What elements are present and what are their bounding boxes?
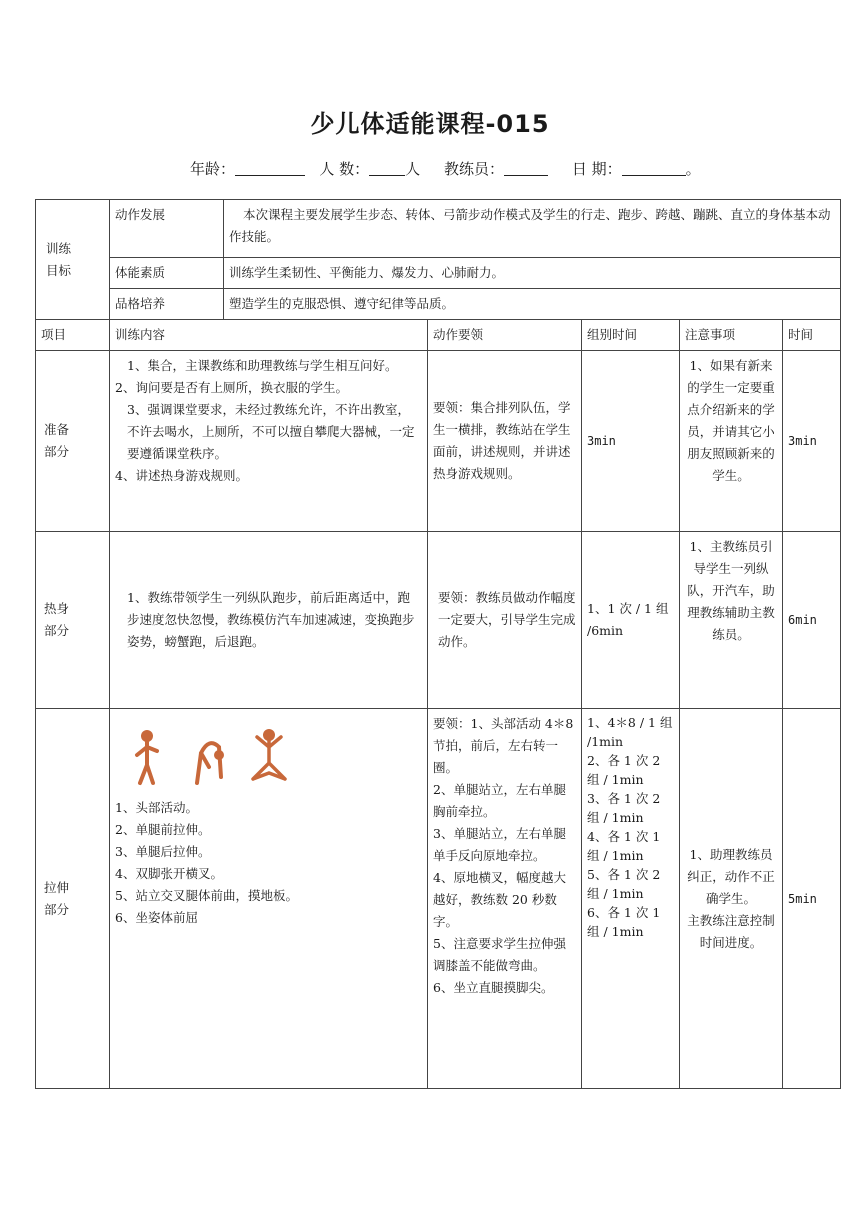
section-group-time: 1、1 次 / 1 组 /6min [582, 532, 680, 709]
goal-text: 本次课程主要发展学生步态、转体、弓箭步动作模式及学生的行走、跑步、跨越、蹦跳、直立的身体基本动作技能。 [224, 200, 841, 258]
section-notes: 1、主教练员引导学生一列纵队，开汽车，助理教练辅助主教练员。 [680, 532, 783, 709]
section-row-warmup [36, 532, 841, 709]
section-group-time: 3min [582, 351, 680, 532]
forward-bend-figure-icon [189, 727, 229, 787]
people-label: 人 数： [319, 160, 370, 178]
section-row-prep [36, 351, 841, 532]
goal-row-motor [36, 200, 841, 258]
section-content: 1、教练带领学生一列纵队跑步，前后距离适中，跑步速度忽快忽慢，教练模仿汽车加速减速，变换跑步姿势，螃蟹跑，后退跑。 [110, 532, 428, 709]
goal-text: 训练学生柔韧性、平衡能力、爆发力、心肺耐力。 [224, 258, 841, 289]
col-header-key-points: 动作要领 [428, 320, 582, 351]
end-mark: 。 [685, 160, 701, 178]
course-table [35, 199, 841, 1089]
col-header-item: 项目 [36, 320, 110, 351]
section-key-points: 要领：教练员做动作幅度一定要大，引导学生完成动作。 [428, 532, 582, 709]
col-header-content: 训练内容 [110, 320, 428, 351]
col-header-notes: 注意事项 [680, 320, 783, 351]
goal-label: 体能素质 [110, 258, 224, 289]
section-notes: 1、助理教练员纠正，动作不正确学生。 主教练注意控制时间进度。 [680, 709, 783, 1089]
coach-field[interactable] [504, 161, 548, 176]
goal-label: 品格培养 [110, 289, 224, 320]
column-header-row [36, 320, 841, 351]
goal-row-character [36, 289, 841, 320]
people-field[interactable] [369, 161, 405, 176]
age-label: 年龄： [190, 160, 236, 178]
section-row-stretch [36, 709, 841, 1089]
section-key-points: 要领：1、头部活动 4＊8 节拍，前后，左右转一圈。 2、单腿站立，左右单腿胸前牵拉。 3、单腿站立，左右单腿单手反向原地牵拉。 4、原地横叉，幅度越大越好，教练数 20 秒数字。 5、注意要求学生拉伸强调膝盖不能做弯曲。 6、坐立直腿摸脚尖。 [428, 709, 582, 1089]
page-title: 少儿体适能课程-015 [310, 110, 550, 138]
people-unit: 人 [405, 160, 421, 178]
section-notes: 1、如果有新来的学生一定要重点介绍新来的学员，并请其它小朋友照顾新来的学生。 [680, 351, 783, 532]
section-name: 拉伸部分 [36, 709, 110, 1089]
section-content: 1、集合，主课教练和助理教练与学生相互问好。 2、询问要是否有上厕所，换衣服的学生。 3、强调课堂要求，未经过教练允许，不许出教室，不许去喝水，上厕所，不可以擅自攀爬大器械，一定要遵循课堂秩序。 4、讲述热身游戏规则。 [110, 351, 428, 532]
col-header-time: 时间 [783, 320, 841, 351]
stretch-illustrations [115, 713, 422, 797]
date-label: 日 期： [571, 160, 622, 178]
straddle-figure-icon [249, 727, 289, 787]
section-name: 热身部分 [36, 532, 110, 709]
section-time: 6min [783, 532, 841, 709]
goal-row-fitness [36, 258, 841, 289]
goal-label: 动作发展 [110, 200, 224, 258]
section-key-points: 要领：集合排列队伍，学生一横排，教练站在学生面前，讲述规则，并讲述热身游戏规则。 [428, 351, 582, 532]
date-field[interactable] [622, 161, 686, 176]
coach-label: 教练员： [443, 160, 504, 178]
section-group-time: 1、4＊8 / 1 组 /1min 2、各 1 次 2 组 / 1min 3、各 1 次 2 组 / 1min 4、各 1 次 1 组 / 1min 5、各 1 次 2 组 / 1min 6、各 1 次 1 组 / 1min [582, 709, 680, 1089]
head-stretch-figure-icon [129, 727, 169, 787]
header-fields [190, 158, 701, 179]
goal-text: 塑造学生的克服恐惧、遵守纪律等品质。 [224, 289, 841, 320]
age-field[interactable] [235, 161, 305, 176]
section-name: 准备部分 [36, 351, 110, 532]
section-time: 5min [783, 709, 841, 1089]
goals-header: 训练目标 [36, 200, 110, 320]
col-header-group-time: 组别时间 [582, 320, 680, 351]
section-content: 1、头部活动。 2、单腿前拉伸。 3、单腿后拉伸。 4、双脚张开横叉。 5、站立交叉腿体前曲，摸地板。 6、坐姿体前屈 [110, 709, 428, 1089]
section-time: 3min [783, 351, 841, 532]
